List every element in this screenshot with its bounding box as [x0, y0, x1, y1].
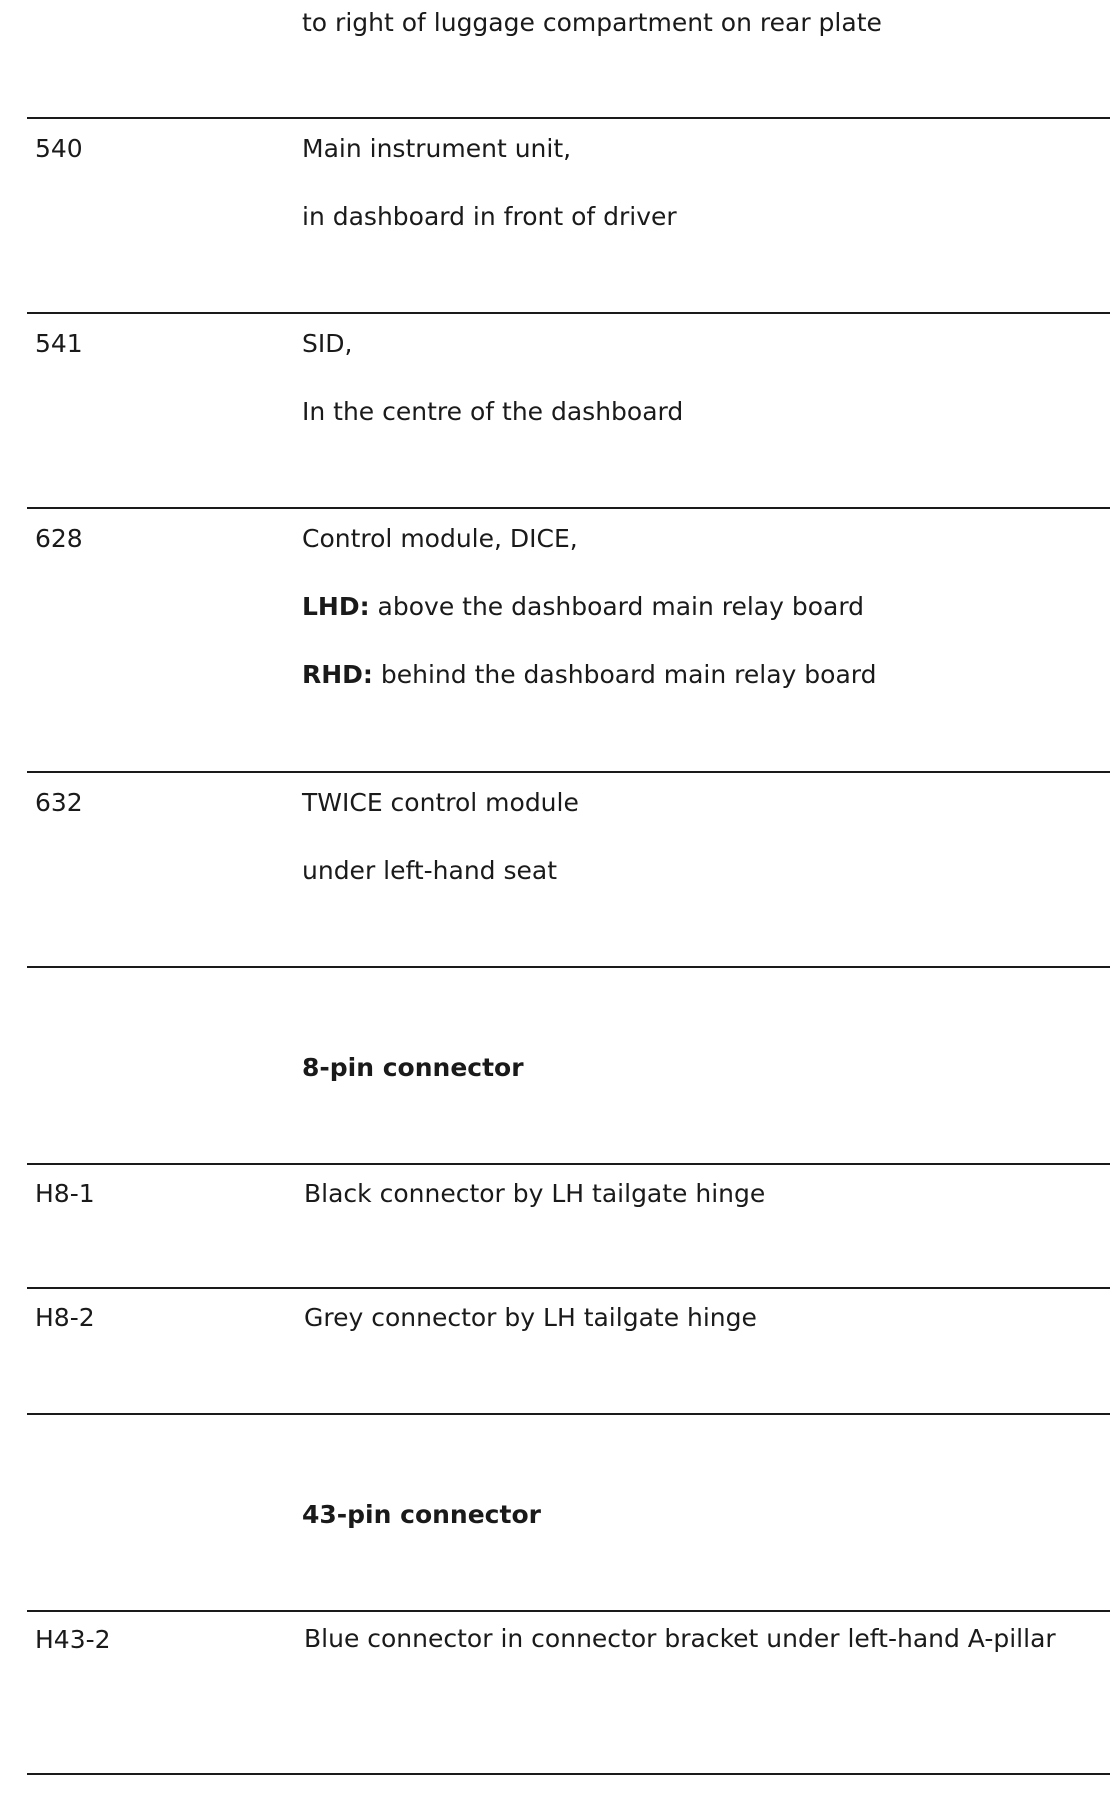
component-location: under left-hand seat — [302, 856, 558, 885]
connector-code: H8-2 — [35, 1303, 95, 1332]
component-code: 628 — [35, 524, 83, 553]
row-divider — [27, 312, 1110, 314]
component-name: Control module, DICE, — [302, 524, 578, 553]
connector-code: H8-1 — [35, 1179, 95, 1208]
component-name: TWICE control module — [302, 788, 579, 817]
lhd-text: above the dashboard main relay board — [369, 592, 865, 621]
connector-location: Blue connector in connector bracket under left-hand A-pillar — [304, 1624, 1056, 1653]
row-divider — [27, 1610, 1110, 1612]
row-divider — [27, 507, 1110, 509]
component-name: Main instrument unit, — [302, 134, 572, 163]
connector-location: Black connector by LH tailgate hinge — [304, 1179, 766, 1208]
rhd-label: RHD: — [302, 660, 373, 689]
location-lhd — [302, 594, 864, 619]
component-code: 540 — [35, 134, 83, 163]
continued-description: to right of luggage compartment on rear plate — [302, 8, 882, 37]
section-heading: 8-pin connector — [302, 1053, 524, 1082]
row-divider — [27, 966, 1110, 968]
component-location: In the centre of the dashboard — [302, 397, 684, 426]
row-divider — [27, 117, 1110, 119]
connector-location: Grey connector by LH tailgate hinge — [304, 1303, 757, 1332]
section-heading: 43-pin connector — [302, 1500, 541, 1529]
row-divider — [27, 1773, 1110, 1775]
rhd-text: behind the dashboard main relay board — [372, 660, 877, 689]
component-code: 541 — [35, 329, 83, 358]
component-location: in dashboard in front of driver — [302, 202, 677, 231]
row-divider — [27, 1413, 1110, 1415]
connector-code: H43-2 — [35, 1625, 111, 1654]
component-name: SID, — [302, 329, 353, 358]
row-divider — [27, 771, 1110, 773]
location-rhd — [302, 662, 876, 687]
lhd-label: LHD: — [302, 592, 370, 621]
component-code: 632 — [35, 788, 83, 817]
row-divider — [27, 1163, 1110, 1165]
row-divider — [27, 1287, 1110, 1289]
